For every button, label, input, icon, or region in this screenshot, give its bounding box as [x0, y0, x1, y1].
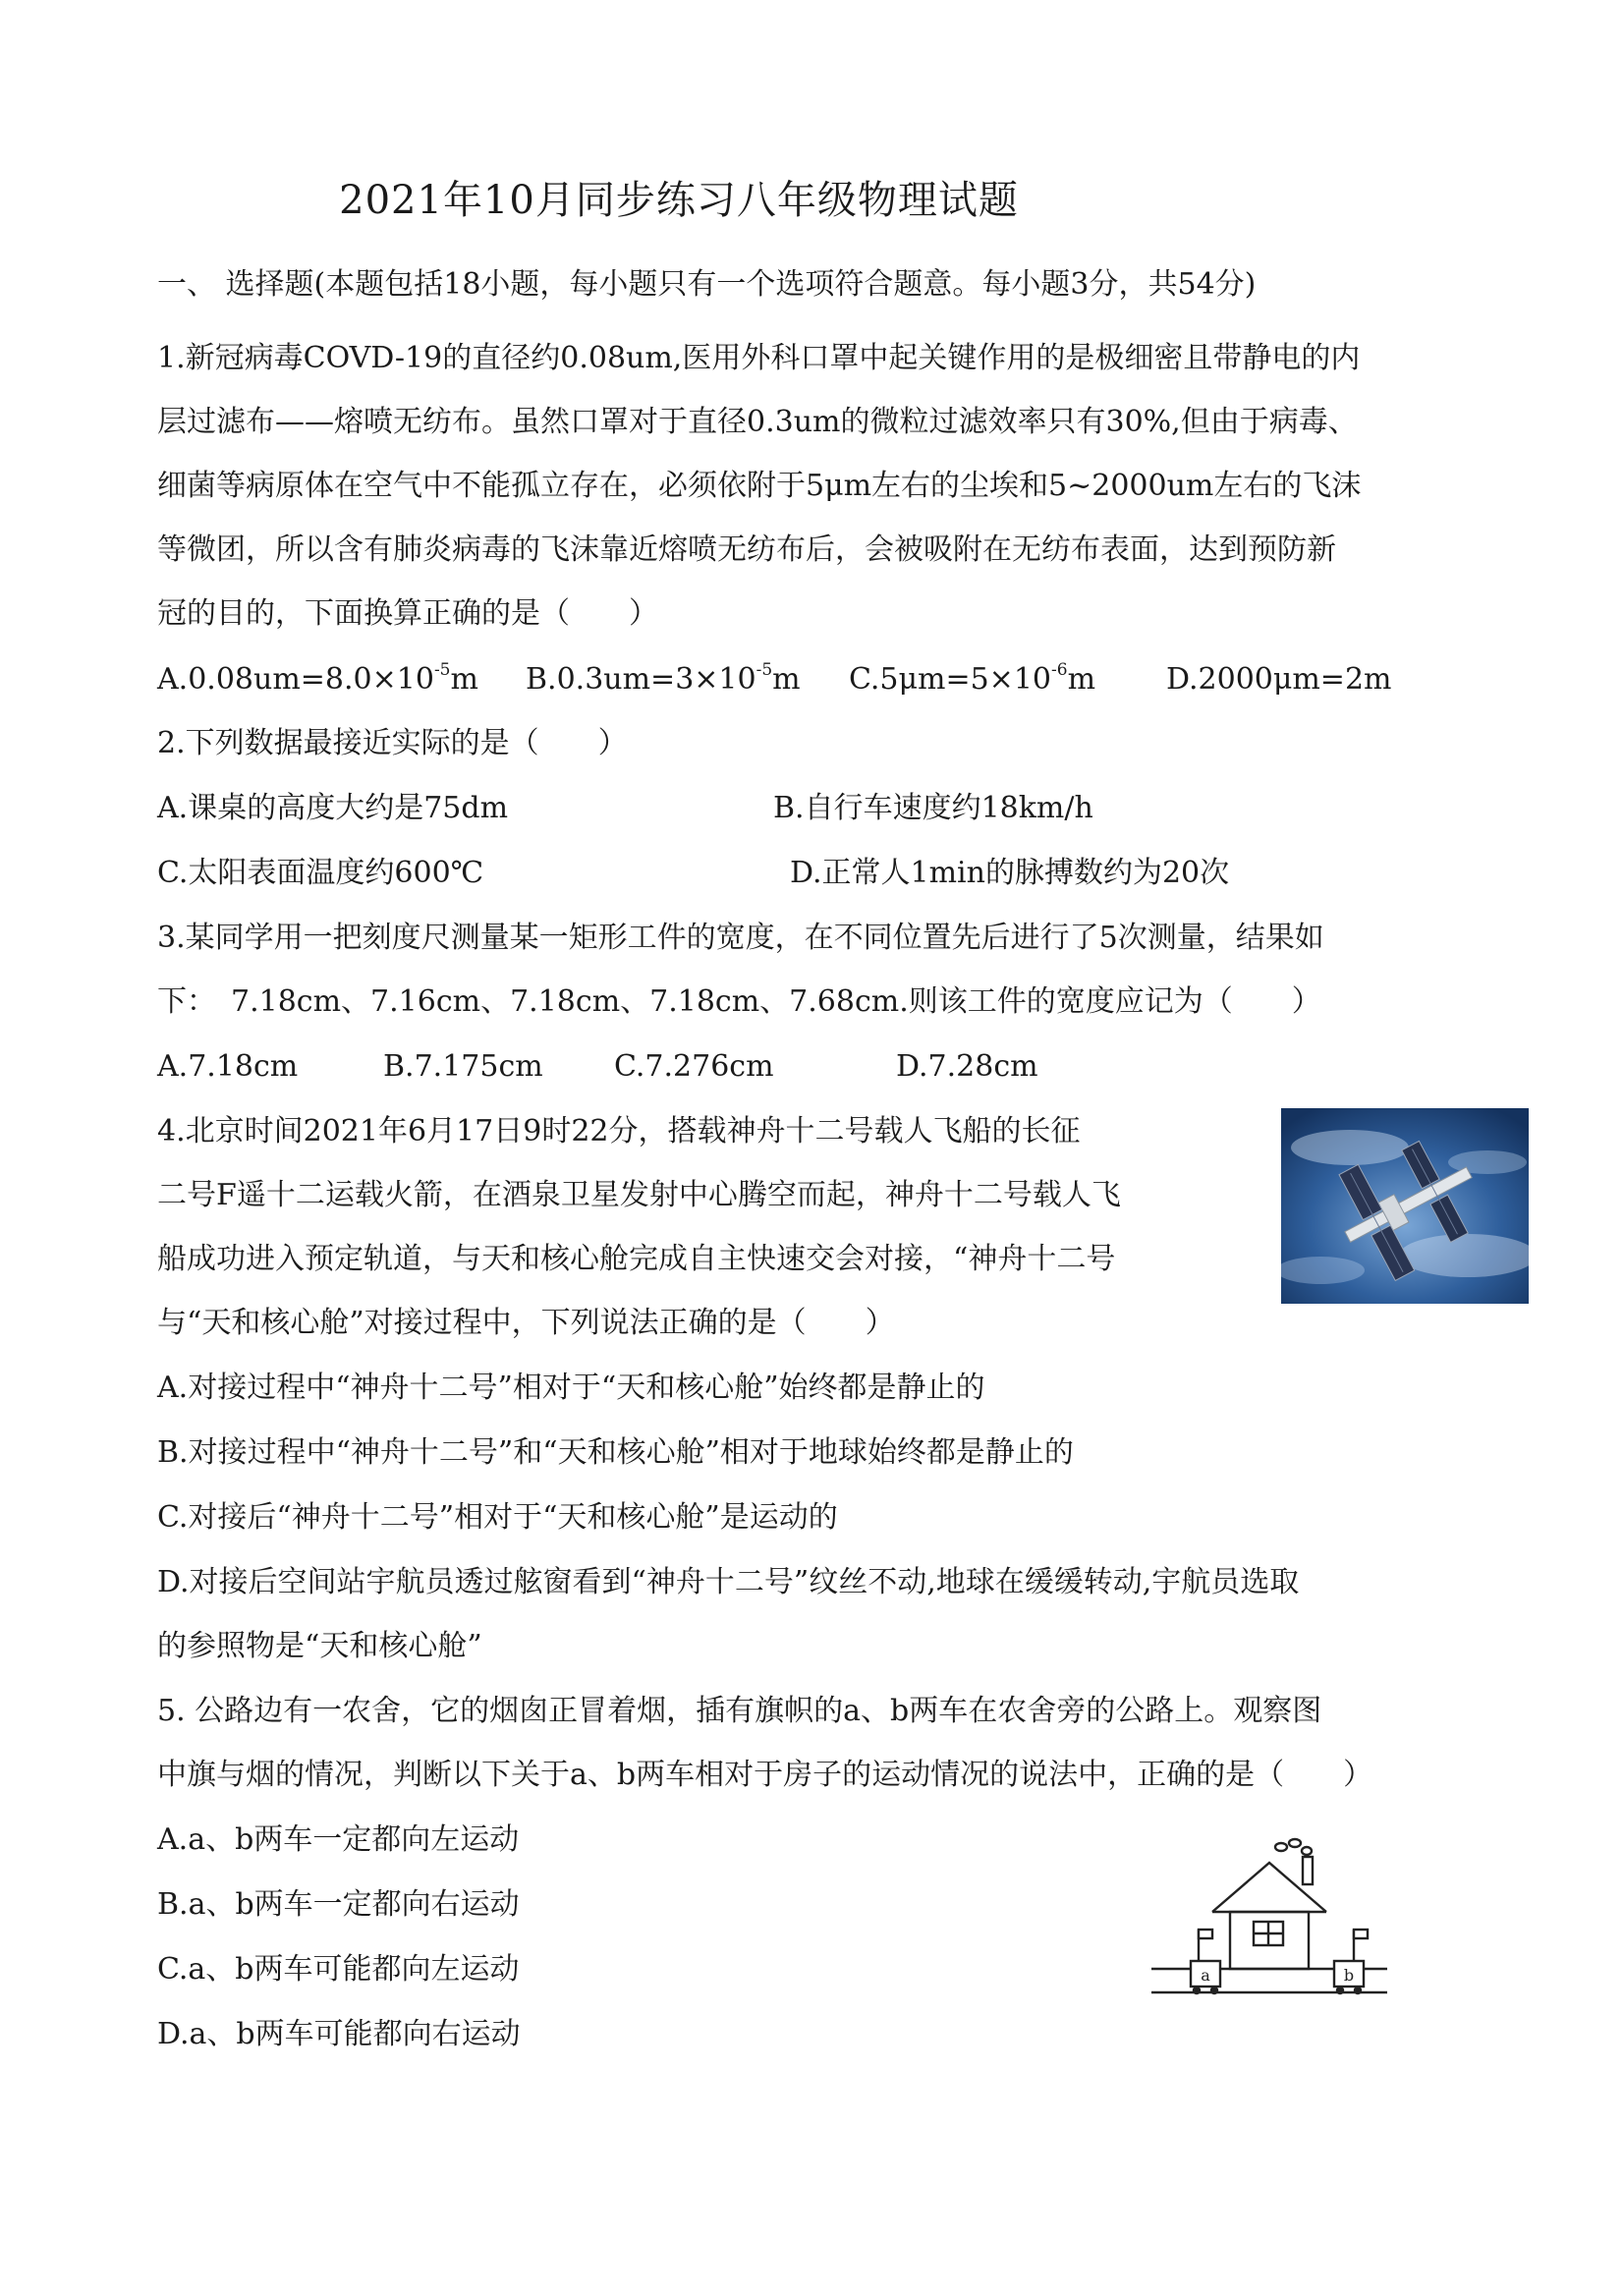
q4-line-1: 4.北京时间2021年6月17日9时22分，搭载神舟十二号载人飞船的长征	[157, 1114, 1081, 1148]
q4-option-b: B.对接过程中“神舟十二号”和“天和核心舱”相对于地球始终都是静止的	[157, 1435, 1074, 1470]
q5-option-a: A.a、b两车一定都向左运动	[157, 1822, 520, 1857]
q1-line-1: 1.新冠病毒COVD-19的直径约0.08um,医用外科口罩中起关键作用的是极细密且带静电的内	[157, 341, 1361, 375]
q2-option-a: A.课桌的高度大约是75dm	[157, 791, 509, 825]
space-station-image	[1281, 1108, 1529, 1304]
farmhouse-figure	[1151, 1835, 1387, 2006]
q1-line-3: 细菌等病原体在空气中不能孤立存在，必须依附于5μm左右的尘埃和5~2000um左右的飞沫	[157, 469, 1362, 503]
q2-option-b: B.自行车速度约18km/h	[773, 791, 1093, 825]
q1-line-2: 层过滤布——熔喷无纺布。虽然口罩对于直径0.3um的微粒过滤效率只有30%,但由于病毒、	[157, 405, 1358, 439]
q1-line-5: 冠的目的，下面换算正确的是（ ）	[157, 596, 658, 631]
q5-option-c: C.a、b两车可能都向左运动	[157, 1952, 520, 1987]
space-station-photo	[1281, 1108, 1529, 1304]
q3-option-a: A.7.18cm	[157, 1049, 299, 1084]
q1-option-c: $C.5\mu m=5\times 10^{-6}m$	[849, 660, 1096, 697]
q4-option-d-line-2: 的参照物是“天和核心舱”	[157, 1629, 482, 1663]
q3-option-c: C.7.276cm	[614, 1049, 774, 1084]
farmhouse-diagram	[1151, 1835, 1387, 2006]
car-a-label: a	[1201, 1966, 1210, 1985]
q1-option-a: $A.0.08um=8.0\times 10^{-5}m$	[157, 660, 478, 697]
q5-line-1: 5. 公路边有一农舍，它的烟囱正冒着烟，插有旗帜的a、b两车在农舍旁的公路上。观察图	[157, 1694, 1322, 1728]
q1-line-4: 等微团，所以含有肺炎病毒的飞沫靠近熔喷无纺布后，会被吸附在无纺布表面，达到预防新	[157, 532, 1336, 567]
q4-line-4: 与“天和核心舱”对接过程中，下列说法正确的是（ ）	[157, 1306, 895, 1340]
q3-line-1: 3.某同学用一把刻度尺测量某一矩形工件的宽度，在不同位置先后进行了5次测量，结果如	[157, 921, 1324, 955]
q2-option-d: D.正常人1min的脉搏数约为20次	[790, 856, 1230, 890]
q4-line-2: 二号F遥十二运载火箭，在酒泉卫星发射中心腾空而起，神舟十二号载人飞	[157, 1178, 1121, 1212]
q5-option-d: D.a、b两车可能都向右运动	[157, 2017, 521, 2051]
q4-option-d-line-1: D.对接后空间站宇航员透过舷窗看到“神舟十二号”纹丝不动,地球在缓缓转动,宇航员选取	[157, 1565, 1300, 1599]
q5-line-2: 中旗与烟的情况，判断以下关于a、b两车相对于房子的运动情况的说法中，正确的是（ ）	[157, 1758, 1373, 1792]
q3-line-2: 下： 7.18cm、7.16cm、7.18cm、7.18cm、7.68cm.则该工件的宽度应记为（ ）	[157, 984, 1321, 1019]
q4-line-3: 船成功进入预定轨道，与天和核心舱完成自主快速交会对接，“神舟十二号	[157, 1242, 1116, 1276]
q4-option-a: A.对接过程中“神舟十二号”相对于“天和核心舱”始终都是静止的	[157, 1371, 985, 1405]
q4-option-c: C.对接后“神舟十二号”相对于“天和核心舱”是运动的	[157, 1500, 838, 1535]
q2-stem: 2.下列数据最接近实际的是（ ）	[157, 726, 628, 760]
q1-option-b: $B.0.3um=3\times 10^{-5}m$	[526, 660, 801, 697]
q1-option-d: D.2000μm=2m	[1166, 662, 1392, 697]
q3-option-b: B.7.175cm	[383, 1049, 543, 1084]
q5-option-b: B.a、b两车一定都向右运动	[157, 1887, 520, 1922]
car-b-label: b	[1343, 1966, 1355, 1985]
q2-option-c: C.太阳表面温度约600℃	[157, 856, 484, 890]
exam-title: 2021年10月同步练习八年级物理试题	[339, 178, 1019, 223]
q3-option-d: D.7.28cm	[896, 1049, 1038, 1084]
section-heading: 一、 选择题(本题包括18小题，每小题只有一个选项符合题意。每小题3分，共54分)	[157, 267, 1257, 302]
